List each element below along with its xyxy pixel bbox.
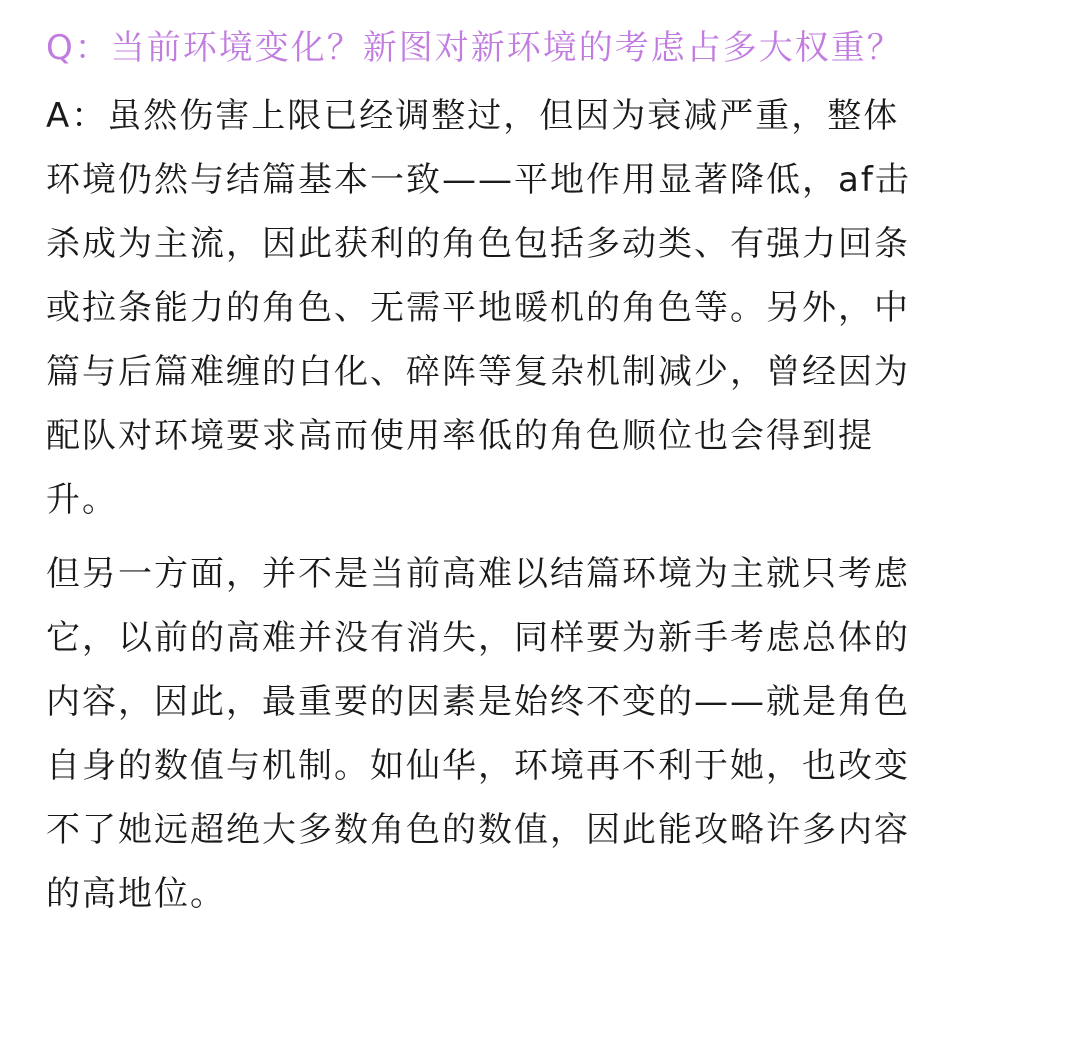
answer-line: 配队对环境要求高而使用率低的角色顺位也会得到提 bbox=[46, 416, 874, 456]
answer-line: 升。 bbox=[46, 480, 118, 520]
answer-line: A：虽然伤害上限已经调整过，但因为衰减严重，整体 bbox=[46, 96, 900, 136]
answer-line: 内容，因此，最重要的因素是始终不变的——就是角色 bbox=[46, 682, 910, 722]
answer-line: 但另一方面，并不是当前高难以结篇环境为主就只考虑 bbox=[46, 554, 910, 594]
answer-line: 环境仍然与结篇基本一致——平地作用显著降低，af击 bbox=[46, 160, 911, 200]
answer-line: 自身的数值与机制。如仙华，环境再不利于她，也改变 bbox=[46, 746, 910, 786]
answer-paragraph-1 bbox=[46, 84, 1080, 532]
answer-line: 它，以前的高难并没有消失，同样要为新手考虑总体的 bbox=[46, 618, 910, 658]
answer-line: 篇与后篇难缠的白化、碎阵等复杂机制减少，曾经因为 bbox=[46, 352, 910, 392]
answer-line: 的高地位。 bbox=[46, 874, 226, 914]
answer-line: 不了她远超绝大多数角色的数值，因此能攻略许多内容 bbox=[46, 810, 910, 850]
answer-line: 杀成为主流，因此获利的角色包括多动类、有强力回条 bbox=[46, 224, 910, 264]
paragraph-gap bbox=[46, 532, 1080, 542]
question-line: Q：当前环境变化？新图对新环境的考虑占多大权重？ bbox=[46, 28, 903, 68]
answer-paragraph-2 bbox=[46, 542, 1080, 926]
answer-line: 或拉条能力的角色、无需平地暖机的角色等。另外，中 bbox=[46, 288, 910, 328]
